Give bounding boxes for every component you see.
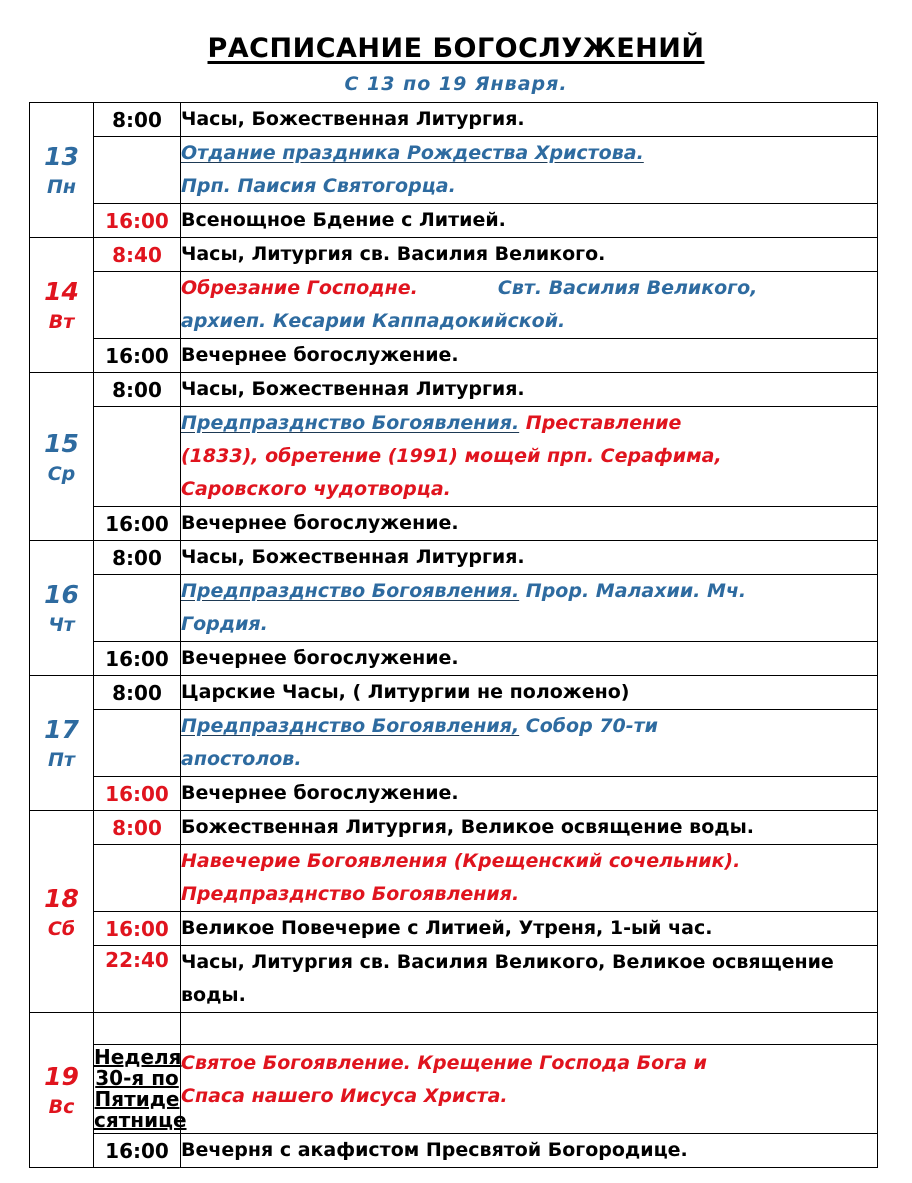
- weekday: Чт: [48, 614, 75, 637]
- time-cell: 8:00: [94, 103, 181, 137]
- feast-text: апостолов.: [181, 748, 302, 770]
- table-row: [30, 1045, 878, 1134]
- feast-text: Предпразднство Богоявления.: [181, 883, 520, 905]
- table-row: [30, 676, 878, 710]
- feast-cell: [181, 137, 878, 204]
- service-text: Вечернее богослужение.: [181, 642, 878, 676]
- table-row: [30, 811, 878, 845]
- feast-cell: [181, 845, 878, 912]
- service-text: Часы, Литургия св. Василия Великого.: [181, 238, 878, 272]
- table-row: [30, 946, 878, 1013]
- service-text: Божественная Литургия, Великое освящение воды.: [181, 811, 878, 845]
- feast-text: Гордия.: [181, 613, 268, 635]
- table-row: [30, 272, 878, 339]
- weekday: Вс: [48, 1096, 75, 1119]
- service-text: Часы, Божественная Литургия.: [181, 103, 878, 137]
- feast-text: Предпразднство Богоявления.: [181, 412, 520, 434]
- table-row: [30, 103, 878, 137]
- time-cell: 16:00: [94, 339, 181, 373]
- feast-text: Предпразднство Богоявления.: [181, 580, 520, 602]
- time-cell: 16:00: [94, 1134, 181, 1168]
- feast-text: (1833), обретение (1991) мощей прп. Серафима,: [181, 445, 722, 467]
- day-number: 19: [44, 1062, 79, 1092]
- service-text: Всенощное Бдение с Литией.: [181, 204, 878, 238]
- feast-cell: [181, 407, 878, 507]
- service-text: Вечернее богослужение.: [181, 507, 878, 541]
- table-row: [30, 1134, 878, 1168]
- time-cell: 16:00: [94, 204, 181, 238]
- feast-text: Прор. Малахии. Мч.: [525, 580, 747, 602]
- time-cell: 16:00: [94, 642, 181, 676]
- table-row: [30, 204, 878, 238]
- table-row: [30, 238, 878, 272]
- feast-text: Предпразднство Богоявления: [181, 715, 512, 737]
- table-row: [30, 845, 878, 912]
- time-cell: 16:00: [94, 912, 181, 946]
- feast-text: Святое Богоявление. Крещение Господа Бога и: [181, 1052, 707, 1074]
- table-row: [30, 777, 878, 811]
- feast-text: Спаса нашего Иисуса Христа.: [181, 1085, 508, 1107]
- time-cell: 8:40: [94, 238, 181, 272]
- day-number: 14: [44, 277, 79, 307]
- feast-text: Преставление: [525, 412, 682, 434]
- feast-text: Навечерие Богоявления (Крещенский сочельник).: [181, 850, 741, 872]
- feast-text: Свт. Василия Великого,: [497, 277, 758, 299]
- service-text: Царские Часы, ( Литургии не положено): [181, 676, 878, 710]
- table-row: [30, 339, 878, 373]
- day-cell: [30, 1013, 94, 1168]
- weekday: Пн: [46, 176, 77, 199]
- feast-text: Прп. Паисия Святогорца.: [181, 175, 456, 197]
- table-row: [30, 373, 878, 407]
- feast-text: архиеп. Кесарии Каппадокийской.: [181, 310, 566, 332]
- time-cell-empty: [94, 845, 181, 912]
- weekday: Ср: [47, 462, 76, 485]
- day-number: 18: [44, 883, 79, 913]
- day-cell: [30, 103, 94, 238]
- table-row: [30, 137, 878, 204]
- table-row: [30, 1013, 878, 1045]
- feast-text: Собор 70-ти: [525, 715, 658, 737]
- feast-text: Саровского чудотворца.: [181, 478, 451, 500]
- day-cell: [30, 238, 94, 373]
- service-text-empty: [181, 1013, 878, 1045]
- feast-cell: [181, 272, 878, 339]
- feast-cell: [181, 710, 878, 777]
- time-cell: 16:00: [94, 777, 181, 811]
- day-cell: [30, 676, 94, 811]
- day-cell: [30, 541, 94, 676]
- weekday: Вт: [48, 311, 75, 334]
- time-cell-empty: [94, 272, 181, 339]
- service-text: Вечернее богослужение.: [181, 777, 878, 811]
- time-cell: 8:00: [94, 811, 181, 845]
- service-text: Великое Повечерие с Литией, Утреня, 1-ый час.: [181, 912, 878, 946]
- weekday: Сб: [47, 917, 76, 940]
- table-row: [30, 507, 878, 541]
- time-cell-empty: [94, 710, 181, 777]
- time-cell: 8:00: [94, 541, 181, 575]
- table-row: [30, 407, 878, 507]
- feast-separator: ,: [511, 715, 520, 737]
- day-cell: [30, 811, 94, 1013]
- time-cell: 16:00: [94, 507, 181, 541]
- service-text: Часы, Литургия св. Василия Великого, Великое освящение воды.: [181, 946, 878, 1013]
- time-cell: 8:00: [94, 373, 181, 407]
- page-title: РАСПИСАНИЕ БОГОСЛУЖЕНИЙ: [207, 33, 705, 64]
- time-cell: 8:00: [94, 676, 181, 710]
- feast-text: Отдание праздника Рождества Христова.: [181, 142, 644, 164]
- day-number: 13: [44, 142, 79, 172]
- day-number: 16: [44, 580, 79, 610]
- table-row: [30, 710, 878, 777]
- service-text: Вечерня с акафистом Пресвятой Богородице.: [181, 1134, 878, 1168]
- time-cell-empty: [94, 575, 181, 642]
- schedule-table: [29, 102, 878, 1168]
- time-cell: 22:40: [94, 946, 181, 1013]
- service-text: Часы, Божественная Литургия.: [181, 373, 878, 407]
- table-row: [30, 912, 878, 946]
- day-number: 17: [44, 715, 79, 745]
- feast-cell: [181, 1045, 878, 1134]
- date-range-subtitle: С 13 по 19 Января.: [344, 73, 568, 95]
- weekday: Пт: [48, 749, 75, 772]
- time-cell-empty: [94, 137, 181, 204]
- feast-cell: [181, 575, 878, 642]
- week-note: Неделя 30-я по Пятиде сятнице: [94, 1045, 187, 1132]
- time-cell-empty: [94, 1013, 181, 1045]
- table-row: [30, 541, 878, 575]
- service-text: Вечернее богослужение.: [181, 339, 878, 373]
- day-cell: [30, 373, 94, 541]
- table-row: [30, 642, 878, 676]
- table-row: [30, 575, 878, 642]
- time-cell-empty: [94, 407, 181, 507]
- day-number: 15: [44, 428, 79, 458]
- service-text: Часы, Божественная Литургия.: [181, 541, 878, 575]
- feast-text: Обрезание Господне.: [181, 277, 418, 299]
